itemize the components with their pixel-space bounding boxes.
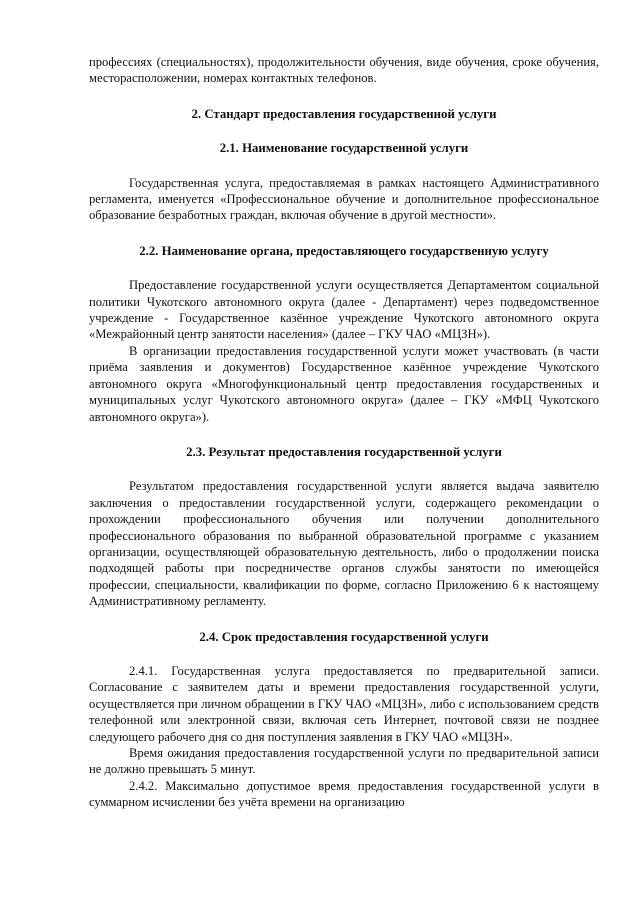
section-2-1-paragraph: Государственная услуга, предоставляемая в рамках настоящего Административного регламента, именуется «Профессиональное обучение и дополнительное профессиональное образование безработных граждан, включая обучение в другой местности». (89, 175, 599, 223)
document-page (89, 54, 599, 811)
section-2-heading: 2. Стандарт предоставления государственной услуги (191, 106, 497, 121)
intro-paragraph: профессиях (специальностях), продолжительности обучения, виде обучения, сроке обучения, месторасположении, номерах контактных телефонов. (89, 55, 599, 86)
section-2-2-paragraph-1: Предоставление государственной услуги осуществляется Департаментом социальной политики Чукотского автономного округа (далее - Департамент) через подведомственное учреждение - Государственное казённое учреждение Чукотского автономного округа «Межрайонный центр занятости населения» (далее – ГКУ ЧАО «МЦЗН»). (89, 278, 599, 342)
section-2-2-paragraph-2: В организации предоставления государственной услуги может участвовать (в части приёма заявления и документов) Государственное казённое учреждение Чукотского автономного округа «Многофункциональный центр предоставления государственных и муниципальных услуг Чукотского автономного округа» (далее – ГКУ «МФЦ Чукотского автономного округа»). (89, 343, 599, 424)
section-2-3-heading: 2.3. Результат предоставления государственной услуги (186, 444, 502, 459)
section-2-3-paragraph: Результатом предоставления государственной услуги является выдача заявителю заключения о предоставлении государственной услуги, содержащего рекомендации о прохождении профессионального обучения или получении дополнительного профессионального образования по выбранной образовательной программе с указанием организации, осуществляющей образовательную деятельность, либо о продолжении поиска подходящей работы при посредничестве органов службы занятости по имеющейся профессии, специальности, квалификации по форме, согласно Приложению 6 к настоящему Административному регламенту. (89, 479, 599, 609)
section-2-4-2-paragraph: 2.4.2. Максимально допустимое время предоставления государственной услуги в суммарном исчислении без учёта времени на организацию (89, 778, 599, 810)
section-2-2-heading: 2.2. Наименование органа, предоставляющего государственную услугу (139, 243, 549, 258)
section-2-1-heading: 2.1. Наименование государственной услуги (219, 141, 469, 156)
section-2-4-heading: 2.4. Срок предоставления государственной услуги (199, 629, 489, 644)
section-2-4-1-paragraph: 2.4.1. Государственная услуга предоставляется по предварительной записи. Согласование с заявителем даты и времени предоставления государственной услуги, осуществляется при личном обращении в ГКУ ЧАО «МЦЗН», либо с использованием средств телефонной или электронной связи, включая сеть Интернет, почтовой связи не позднее следующего рабочего дня со дня поступления заявления в ГКУ ЧАО «МЦЗН». (89, 663, 599, 744)
section-2-4-1-wait-paragraph: Время ожидания предоставления государственной услуги по предварительной записи не должно превышать 5 минут. (89, 746, 599, 777)
